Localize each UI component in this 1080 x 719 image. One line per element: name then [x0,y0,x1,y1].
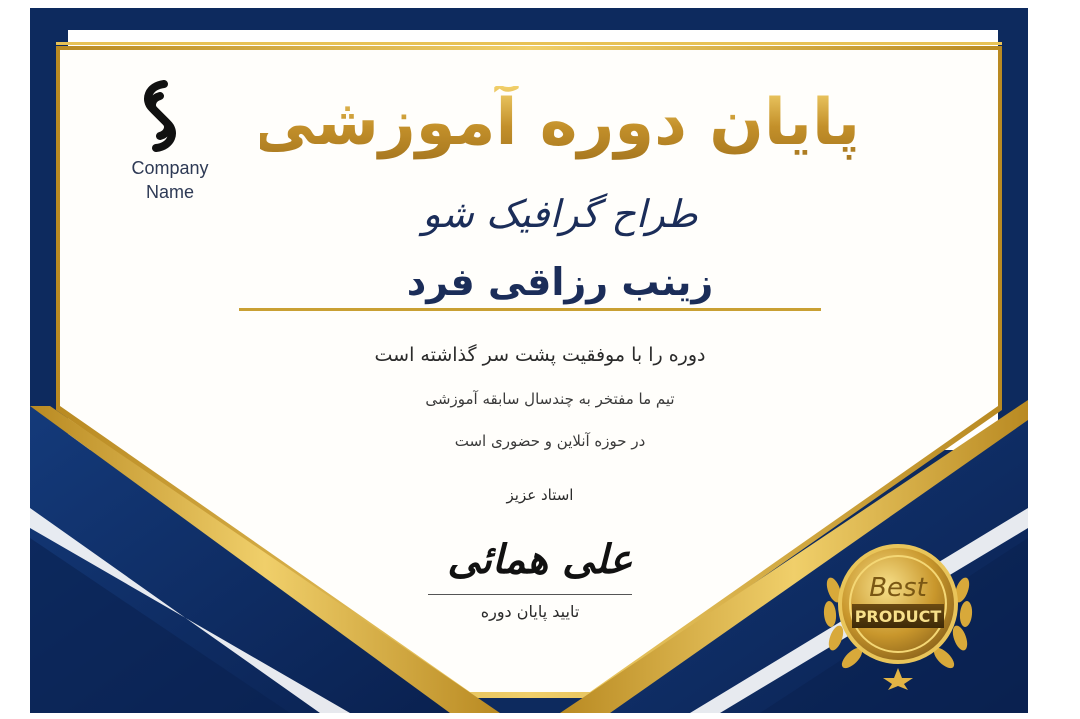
recipient-name: زینب رزاقی فرد [406,260,714,304]
star-icon [883,668,913,690]
recipient-underline [239,308,821,311]
certificate-title: پایان دوره آموزشی [251,86,860,160]
badge-script-text: Best [869,573,927,603]
company-name-line2: Name [145,182,194,202]
signature: علی همائی [447,536,633,583]
teacher-label: استاد عزیز [506,486,574,504]
signature-caption: تایید پایان دوره [480,602,580,621]
s-logo-icon [140,80,180,152]
course-subtitle: طراح گرافیک شو [422,192,698,236]
badge-product-text: PRODUCT [854,607,942,626]
signature-line [428,594,632,595]
company-name-line1: Company [131,158,209,178]
best-product-badge [812,530,984,690]
company-name [110,156,230,204]
description-line-2: در حوزه آنلاین و حضوری است [454,432,646,450]
certificate [30,8,1028,713]
completion-statement: دوره را با موفقیت پشت سر گذاشته است [374,344,706,366]
description-line-1: تیم ما مفتخر به چندسال سابقه آموزشی [425,390,675,408]
